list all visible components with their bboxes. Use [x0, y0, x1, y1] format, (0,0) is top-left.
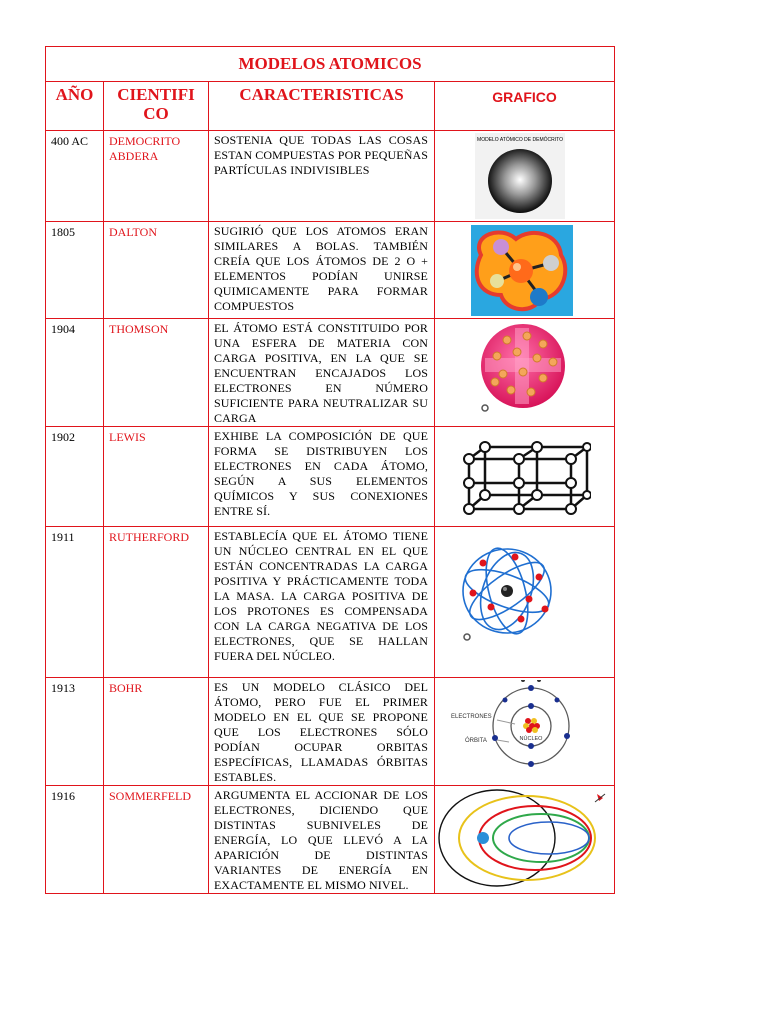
rutherford-orbit-graphic — [461, 541, 561, 641]
table-row-democrito — [46, 131, 615, 222]
graphic-cell — [435, 786, 615, 894]
bohr-model-graphic — [449, 680, 599, 778]
table-title: MODELOS ATOMICOS — [46, 47, 615, 82]
description-cell: SOSTENIA QUE TODAS LAS COSAS ESTAN COMPUESTAS POR PEQUEÑAS PARTÍCULAS INDIVISIBLES — [209, 131, 435, 222]
graphic-cell — [435, 678, 615, 786]
scientist-cell: LEWIS — [104, 427, 209, 527]
graphic-cell — [435, 319, 615, 427]
scientist-cell: BOHR — [104, 678, 209, 786]
description-cell: EXHIBE LA COMPOSICIÓN DE QUE FORMA SE DISTRIBUYEN LOS ELECTRONES EN CADA ÁTOMO, SEGÚN A SUS ELEMENTOS QUÍMICOS Y SUS CONEXIONES ENTRE SÍ. — [209, 427, 435, 527]
democritus-caption: MODELO ATÓMICO DE DEMÓCRITO — [477, 137, 563, 143]
graphic-cell — [435, 222, 615, 319]
table-row-rutherford — [46, 527, 615, 678]
table-row-thomson — [46, 319, 615, 427]
table-row-lewis — [46, 427, 615, 527]
description-cell: ARGUMENTA EL ACCIONAR DE LOS ELECTRONES, DICIENDO QUE DISTINTAS SUBNIVELES DE ENERGÍA, LO QUE LLEVÓ A LA APARICIÓN DE DISTINTAS VARIANTES DE ENERGÍA EN EXACTAMENTE EL MISMO NIVEL. — [209, 786, 435, 894]
table-row-sommerfeld — [46, 786, 615, 894]
graphic-cell — [435, 527, 615, 678]
year-cell: 1904 — [46, 319, 104, 427]
bohr-electrons-label: ELECTRONES — [451, 714, 492, 720]
header-graphic: GRAFICO — [435, 82, 615, 131]
atomic-models-table — [45, 46, 615, 894]
title-row — [46, 47, 615, 82]
description-cell: ES UN MODELO CLÁSICO DEL ÁTOMO, PERO FUE EL PRIMER MODELO EN EL QUE SE PROPONE QUE LOS ELECTRONES SÓLO PODÍAN OCUPAR ORBITAS ESPECÍFICAS, LLAMADAS ÓRBITAS ESTABLES. — [209, 678, 435, 786]
header-scientist: CIENTIFI CO — [104, 82, 209, 131]
atomic-models-sheet — [45, 46, 614, 894]
header-row — [46, 82, 615, 131]
table-row-dalton — [46, 222, 615, 319]
header-characteristics: CARACTERISTICAS — [209, 82, 435, 131]
description-cell: EL ÁTOMO ESTÁ CONSTITUIDO POR UNA ESFERA DE MATERIA CON CARGA POSITIVA, EN LA QUE SE ENCUENTRAN ENCAJADOS LOS ELECTRONES EN NÚMERO SUFICIENTE PARA NEUTRALIZAR SU CARGA — [209, 319, 435, 427]
scientist-cell: DEMOCRITO ABDERA — [104, 131, 209, 222]
year-cell: 1913 — [46, 678, 104, 786]
year-cell: 400 AC — [46, 131, 104, 222]
header-year: AÑO — [46, 82, 104, 131]
lewis-cube-graphic — [463, 433, 591, 519]
year-cell: 1902 — [46, 427, 104, 527]
sommerfeld-orbits-graphic — [437, 788, 613, 890]
scientist-cell: SOMMERFELD — [104, 786, 209, 894]
bohr-nucleus-label: NÚCLEO — [519, 736, 543, 742]
description-cell: SUGIRIÓ QUE LOS ATOMOS ERAN SIMILARES A BOLAS. TAMBIÉN CREÍA QUE LOS ÁTOMOS DE 2 O + ELEMENTOS PODÍAN UNIRSE QUIMICAMENTE PARA FORMAR COMPUESTOS — [209, 222, 435, 319]
thomson-pudding-graphic — [477, 322, 569, 414]
dalton-molecule-graphic — [471, 225, 573, 316]
graphic-cell — [435, 427, 615, 527]
bohr-orbit-label: ÓRBITA — [465, 738, 487, 744]
democritus-sphere-graphic — [475, 133, 565, 219]
year-cell: 1916 — [46, 786, 104, 894]
table-row-bohr — [46, 678, 615, 786]
scientist-cell: THOMSON — [104, 319, 209, 427]
scientist-cell: DALTON — [104, 222, 209, 319]
description-cell: ESTABLECÍA QUE EL ÁTOMO TIENE UN NÚCLEO CENTRAL EN EL QUE ESTÁN CONCENTRADAS LA CARGA POSITIVA Y PRÁCTICAMENTE TODA LA MASA. LA CARGA POSITIVA DE LOS PROTONES ES COMPENSADA CON LA CARGA NEGATIVA DE LOS ELECTRONES, QUE SE HALLAN FUERA DEL NÚCLEO. — [209, 527, 435, 678]
scientist-cell: RUTHERFORD — [104, 527, 209, 678]
graphic-cell — [435, 131, 615, 222]
year-cell: 1911 — [46, 527, 104, 678]
year-cell: 1805 — [46, 222, 104, 319]
